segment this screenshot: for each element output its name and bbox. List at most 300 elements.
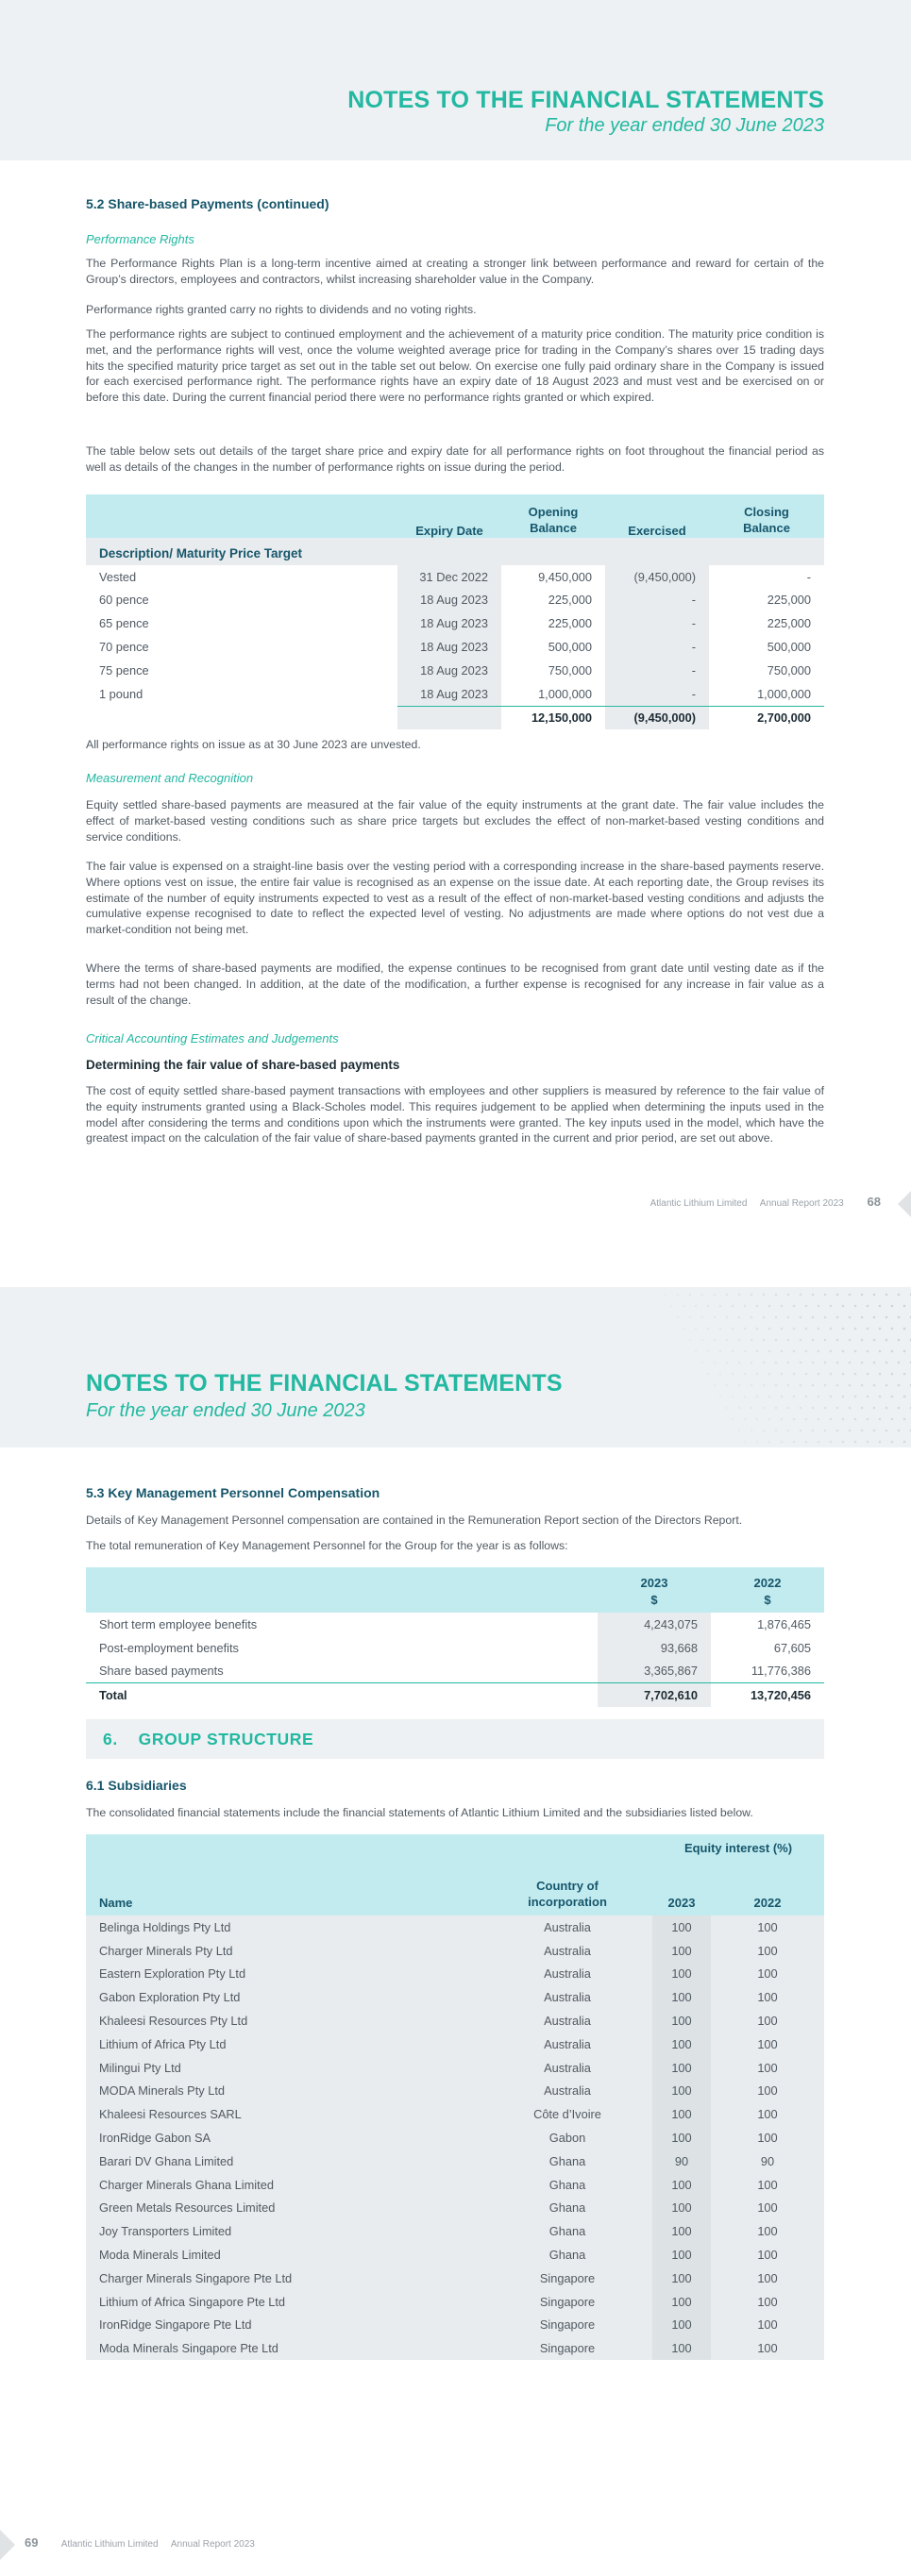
row-2022: 11,776,386 (751, 1664, 811, 1679)
decorative-dot (793, 1396, 796, 1398)
decorative-dot (818, 1328, 820, 1330)
decorative-dot (873, 1316, 876, 1319)
decorative-dot (886, 1362, 888, 1364)
row-country: Singapore (482, 2267, 652, 2290)
row-2023: 100 (652, 1963, 711, 1986)
row-name: Moda Minerals Limited (86, 2243, 482, 2267)
row-label: Post-employment benefits (99, 1640, 239, 1655)
decorative-dot (879, 1441, 882, 1444)
decorative-dot (812, 1430, 815, 1432)
decorative-dot (854, 1350, 857, 1353)
decorative-dot (732, 1396, 734, 1398)
decorative-dot (891, 1441, 894, 1444)
decorative-dot (689, 1294, 692, 1296)
row-name: Khaleesi Resources SARL (86, 2102, 482, 2126)
decorative-dot (775, 1384, 778, 1387)
decorative-dot (830, 1396, 833, 1398)
table-row (86, 2009, 824, 2032)
col-2023: 2023 (652, 1855, 711, 1915)
table-subheader: Description/ Maturity Price Target (86, 538, 824, 565)
decorative-dot (903, 1441, 906, 1444)
decorative-dot (812, 1362, 815, 1364)
col-2022: 2022 (711, 1855, 824, 1915)
table-row (86, 1636, 824, 1660)
table-row (86, 2056, 824, 2080)
decorative-dot (756, 1418, 759, 1421)
row-2023: 90 (652, 2149, 711, 2173)
decorative-dot (886, 1339, 888, 1342)
decorative-dot (781, 1418, 784, 1421)
header-banner (0, 1287, 911, 1447)
row-closing: - (806, 569, 811, 584)
decorative-dot (873, 1362, 876, 1364)
performance-rights-table (86, 494, 824, 729)
decorative-dot (763, 1384, 766, 1387)
decorative-dot (793, 1305, 796, 1308)
decorative-dot (824, 1362, 827, 1364)
decorative-dot (744, 1350, 747, 1353)
decorative-dot (787, 1294, 790, 1296)
decorative-dots (0, 1287, 911, 1447)
row-exercised: - (605, 682, 709, 706)
row-name: Joy Transporters Limited (86, 2219, 482, 2243)
row-country: Singapore (482, 2336, 652, 2360)
paragraph: Details of Key Management Personnel compensation are contained in the Remuneration Report section of the Directors Report. (86, 1514, 743, 1527)
decorative-dot (689, 1339, 692, 1342)
row-country: Côte d’Ivoire (482, 2102, 652, 2126)
decorative-dot (793, 1373, 796, 1376)
decorative-dot (787, 1407, 790, 1410)
row-name: Gabon Exploration Pty Ltd (86, 1985, 482, 2009)
decorative-dot (861, 1339, 864, 1342)
decorative-dot (695, 1350, 698, 1353)
table-row (86, 2173, 824, 2197)
col-2023: 2023 $ (598, 1567, 711, 1613)
decorative-dot (732, 1328, 734, 1330)
row-2023: 100 (652, 2314, 711, 2337)
footer-report: Annual Report 2023 (170, 2539, 255, 2550)
row-name: IronRidge Singapore Pte Ltd (86, 2314, 482, 2337)
decorative-dot (787, 1316, 790, 1319)
page-number: 69 (25, 2535, 39, 2550)
decorative-dot (800, 1362, 802, 1364)
decorative-dot (842, 1328, 845, 1330)
decorative-dot (805, 1350, 808, 1353)
decorative-dot (732, 1418, 734, 1421)
row-expiry: 18 Aug 2023 (397, 611, 501, 635)
decorative-dot (830, 1328, 833, 1330)
col-closing-balance: Closing Balance (709, 494, 824, 538)
decorative-dot (854, 1305, 857, 1308)
row-description: 75 pence (99, 662, 149, 677)
decorative-dot (714, 1339, 717, 1342)
decorative-dot (805, 1441, 808, 1444)
decorative-dot (818, 1350, 820, 1353)
decorative-dot (738, 1294, 741, 1296)
decorative-dot (842, 1373, 845, 1376)
decorative-dot (793, 1328, 796, 1330)
decorative-dot (707, 1328, 710, 1330)
row-2023: 100 (652, 2267, 711, 2290)
decorative-dot (824, 1430, 827, 1432)
row-2023: 3,365,867 (598, 1660, 711, 1683)
decorative-dot (891, 1305, 894, 1308)
decorative-dot (891, 1396, 894, 1398)
decorative-dot (879, 1418, 882, 1421)
decorative-dot (695, 1305, 698, 1308)
row-exercised: - (605, 589, 709, 612)
performance-rights-heading: Performance Rights (86, 232, 194, 246)
decorative-dot (707, 1373, 710, 1376)
decorative-dot (805, 1418, 808, 1421)
page-number: 68 (867, 1195, 881, 1209)
decorative-dot (830, 1373, 833, 1376)
page-title: NOTES TO THE FINANCIAL STATEMENTS (86, 1370, 563, 1397)
row-label: Short term employee benefits (99, 1616, 258, 1631)
paragraph: Performance rights granted carry no rights to dividends and no voting rights. (86, 303, 477, 316)
decorative-dot (800, 1430, 802, 1432)
table-body (86, 1613, 824, 1683)
decorative-dot (738, 1407, 741, 1410)
decorative-dot (763, 1294, 766, 1296)
decorative-dot (793, 1418, 796, 1421)
decorative-dot (824, 1339, 827, 1342)
row-description: 70 pence (99, 640, 149, 655)
table-row (86, 2267, 824, 2290)
table-row (86, 565, 824, 589)
decorative-dot (714, 1362, 717, 1364)
decorative-dot (775, 1362, 778, 1364)
decorative-dot (898, 1316, 901, 1319)
decorative-dot (861, 1362, 864, 1364)
table-row (86, 2243, 824, 2267)
decorative-dot (898, 1294, 901, 1296)
decorative-dot (898, 1430, 901, 1432)
decorative-dot (886, 1294, 888, 1296)
decorative-dot (726, 1384, 729, 1387)
row-2022: 100 (711, 2056, 824, 2080)
decorative-dot (898, 1384, 901, 1387)
decorative-dot (683, 1305, 685, 1308)
decorative-dot (751, 1407, 753, 1410)
decorative-dot (763, 1362, 766, 1364)
decorative-dot (879, 1396, 882, 1398)
decorative-dot (903, 1350, 906, 1353)
decorative-dot (756, 1328, 759, 1330)
col-country: Country of incorporation (482, 1855, 652, 1915)
row-2023: 100 (652, 2032, 711, 2056)
decorative-dot (867, 1396, 869, 1398)
table-row (86, 2102, 824, 2126)
decorative-dot (879, 1350, 882, 1353)
decorative-dot (781, 1350, 784, 1353)
row-expiry: 18 Aug 2023 (397, 659, 501, 682)
decorative-dot (701, 1362, 704, 1364)
decorative-dot (867, 1350, 869, 1353)
paragraph: The total remuneration of Key Management Personnel for the Group for the year is as follows: (86, 1539, 568, 1552)
decorative-dot (842, 1350, 845, 1353)
row-name: Charger Minerals Singapore Pte Ltd (86, 2267, 482, 2290)
paragraph: Where the terms of share-based payments are modified, the expense continues to be recognised from grant date until vesting date as if the terms had not been changed. In addition, at the date of the modification, a further expense is recognised for any increase in fair value as a result of the change. (86, 962, 824, 1007)
decorative-dot (744, 1305, 747, 1308)
decorative-dot (818, 1441, 820, 1444)
row-2023: 100 (652, 2126, 711, 2149)
decorative-dot (818, 1396, 820, 1398)
table-total-row: Total 7,702,610 13,720,456 (86, 1683, 824, 1707)
decorative-dot (677, 1316, 680, 1319)
decorative-dot (861, 1294, 864, 1296)
decorative-dot (824, 1294, 827, 1296)
decorative-dot (879, 1328, 882, 1330)
row-2023: 100 (652, 2243, 711, 2267)
row-exercised: - (605, 611, 709, 635)
decorative-dot (836, 1384, 839, 1387)
decorative-dot (744, 1418, 747, 1421)
decorative-dot (768, 1418, 771, 1421)
row-country: Australia (482, 2032, 652, 2056)
row-country: Singapore (482, 2314, 652, 2337)
decorative-dot (744, 1328, 747, 1330)
row-2022: 100 (711, 1963, 824, 1986)
table-row (86, 1660, 824, 1683)
decorative-dot (775, 1294, 778, 1296)
decorative-dot (768, 1328, 771, 1330)
decorative-dot (738, 1430, 741, 1432)
decorative-dot (781, 1328, 784, 1330)
decorative-dot (719, 1373, 722, 1376)
row-closing: 225,000 (767, 616, 811, 631)
table-row (86, 1939, 824, 1963)
decorative-dot (812, 1339, 815, 1342)
decorative-dot (800, 1316, 802, 1319)
decorative-dot (805, 1373, 808, 1376)
row-2022: 100 (711, 2126, 824, 2149)
decorative-dot (670, 1305, 673, 1308)
section-heading-5-2: 5.2 Share-based Payments (continued) (86, 196, 329, 211)
decorative-dot (903, 1373, 906, 1376)
row-country: Singapore (482, 2290, 652, 2314)
decorative-dot (861, 1407, 864, 1410)
decorative-dot (836, 1407, 839, 1410)
decorative-dot (898, 1362, 901, 1364)
row-2022: 100 (711, 1915, 824, 1939)
row-country: Australia (482, 1985, 652, 2009)
row-2022: 100 (711, 2032, 824, 2056)
row-country: Australia (482, 2056, 652, 2080)
decorative-dot (849, 1407, 852, 1410)
row-2022: 100 (711, 2009, 824, 2032)
decorative-dot (824, 1384, 827, 1387)
decorative-dot (805, 1328, 808, 1330)
row-description: 65 pence (99, 616, 149, 631)
footer-company: Atlantic Lithium Limited (650, 1198, 748, 1209)
row-name: Charger Minerals Ghana Limited (86, 2173, 482, 2197)
decorative-dot (787, 1339, 790, 1342)
decorative-dot (800, 1339, 802, 1342)
decorative-dot (854, 1396, 857, 1398)
row-country: Ghana (482, 2173, 652, 2197)
decorative-dot (873, 1407, 876, 1410)
row-2022: 100 (711, 1985, 824, 2009)
decorative-dot (842, 1418, 845, 1421)
decorative-dot (707, 1305, 710, 1308)
decorative-dot (849, 1316, 852, 1319)
table-total-row: 12,150,000 (9,450,000) 2,700,000 (86, 706, 824, 729)
decorative-dot (695, 1328, 698, 1330)
decorative-dot (873, 1339, 876, 1342)
footer-report: Annual Report 2023 (759, 1198, 844, 1209)
decorative-dot (818, 1373, 820, 1376)
row-country: Gabon (482, 2126, 652, 2149)
decorative-dot (812, 1316, 815, 1319)
paragraph: The cost of equity settled share-based payment transactions with employees and other suppliers is measured by reference to the fair value of the equity instruments granted using a Black-Scholes model. This requires judgement to be applied when determining the inputs used in the model after considering the terms and conditions upon which the instruments were granted. The key inputs used in the model, which have the greatest impact on the calculation of the fair value of share-based payments granted in the current and prior period, are set out above. (86, 1084, 824, 1146)
table-row (86, 635, 824, 659)
decorative-dot (854, 1418, 857, 1421)
page-gap (0, 1246, 911, 1287)
decorative-dot (756, 1373, 759, 1376)
page-corner-marker (0, 2530, 15, 2560)
footer-company: Atlantic Lithium Limited (60, 2539, 159, 2550)
decorative-dot (719, 1350, 722, 1353)
paragraph: The consolidated financial statements include the financial statements of Atlantic Lithium Limited and the subsidiaries listed below. (86, 1806, 753, 1819)
decorative-dot (805, 1396, 808, 1398)
decorative-dot (714, 1294, 717, 1296)
decorative-dot (830, 1441, 833, 1444)
page-footer (25, 2535, 255, 2550)
row-name: Charger Minerals Pty Ltd (86, 1939, 482, 1963)
decorative-dot (861, 1430, 864, 1432)
row-expiry: 18 Aug 2023 (397, 589, 501, 612)
row-2022: 90 (711, 2149, 824, 2173)
row-2022: 100 (711, 2314, 824, 2337)
decorative-dot (805, 1305, 808, 1308)
decorative-dot (756, 1350, 759, 1353)
row-2023: 100 (652, 2173, 711, 2197)
decorative-dot (756, 1396, 759, 1398)
row-2023: 100 (652, 2290, 711, 2314)
decorative-dot (714, 1384, 717, 1387)
row-opening: 500,000 (548, 640, 592, 655)
section-heading-5-3: 5.3 Key Management Personnel Compensation (86, 1485, 380, 1500)
decorative-dot (781, 1305, 784, 1308)
decorative-dot (873, 1384, 876, 1387)
decorative-dot (701, 1339, 704, 1342)
row-description: 1 pound (99, 686, 143, 701)
table-row (86, 1963, 824, 1986)
decorative-dot (861, 1384, 864, 1387)
row-description: 60 pence (99, 593, 149, 608)
decorative-dot (719, 1305, 722, 1308)
decorative-dot (677, 1294, 680, 1296)
page-68 (0, 0, 911, 1246)
decorative-dot (886, 1430, 888, 1432)
decorative-dot (738, 1362, 741, 1364)
decorative-dot (836, 1339, 839, 1342)
decorative-dot (701, 1294, 704, 1296)
row-2022: 100 (711, 2080, 824, 2103)
decorative-dot (751, 1384, 753, 1387)
decorative-dot (751, 1339, 753, 1342)
decorative-dot (854, 1373, 857, 1376)
row-2023: 100 (652, 2056, 711, 2080)
decorative-dot (726, 1294, 729, 1296)
kmp-compensation-table (86, 1567, 824, 1707)
row-2022: 67,605 (773, 1640, 811, 1655)
decorative-dot (879, 1305, 882, 1308)
decorative-dot (781, 1373, 784, 1376)
decorative-dot (701, 1316, 704, 1319)
col-exercised: Exercised (605, 494, 709, 538)
table-row (86, 2336, 824, 2360)
decorative-dot (867, 1373, 869, 1376)
decorative-dot (898, 1339, 901, 1342)
subsidiaries-table (86, 1834, 824, 2360)
decorative-dot (886, 1384, 888, 1387)
decorative-dot (830, 1305, 833, 1308)
row-2023: 100 (652, 2102, 711, 2126)
row-country: Australia (482, 1963, 652, 1986)
row-2023: 100 (652, 2080, 711, 2103)
table-row (86, 1613, 824, 1636)
row-name: Lithium of Africa Singapore Pte Ltd (86, 2290, 482, 2314)
decorative-dot (854, 1441, 857, 1444)
row-label: Share based payments (99, 1664, 224, 1679)
row-name: IronRidge Gabon SA (86, 2126, 482, 2149)
row-2022: 100 (711, 2243, 824, 2267)
decorative-dot (891, 1418, 894, 1421)
decorative-dot (842, 1396, 845, 1398)
row-opening: 1,000,000 (538, 686, 592, 701)
decorative-dot (719, 1396, 722, 1398)
decorative-dot (763, 1430, 766, 1432)
header-banner (0, 0, 911, 160)
decorative-dot (756, 1441, 759, 1444)
decorative-dot (836, 1316, 839, 1319)
table-row (86, 1915, 824, 1939)
row-opening: 9,450,000 (538, 569, 592, 584)
decorative-dot (849, 1384, 852, 1387)
table-row (86, 682, 824, 706)
decorative-dot (818, 1305, 820, 1308)
col-opening-balance: Opening Balance (501, 494, 605, 538)
row-2022: 100 (711, 2173, 824, 2197)
decorative-dot (726, 1407, 729, 1410)
decorative-dot (891, 1373, 894, 1376)
row-expiry: 18 Aug 2023 (397, 682, 501, 706)
decorative-dot (849, 1339, 852, 1342)
row-country: Ghana (482, 2149, 652, 2173)
decorative-dot (768, 1305, 771, 1308)
decorative-dot (787, 1384, 790, 1387)
row-2023: 4,243,075 (598, 1613, 711, 1636)
decorative-dot (726, 1339, 729, 1342)
decorative-dot (867, 1418, 869, 1421)
row-name: Belinga Holdings Pty Ltd (86, 1915, 482, 1939)
decorative-dot (800, 1384, 802, 1387)
decorative-dot (732, 1373, 734, 1376)
table-row (86, 659, 824, 682)
decorative-dot (744, 1441, 747, 1444)
decorative-dot (751, 1316, 753, 1319)
decorative-dot (849, 1362, 852, 1364)
decorative-dot (763, 1339, 766, 1342)
decorative-dot (775, 1407, 778, 1410)
row-name: Eastern Exploration Pty Ltd (86, 1963, 482, 1986)
paragraph: The fair value is expensed on a straight-line basis over the vesting period with a corresponding increase in the share-based payments reserve. Where options vest on issue, the entire fair value is recognised as an expense on the issue date. At each reporting date, the Group revises its estimate of the number of equity instruments expected to vest as a result of the effect of non-market-based vesting conditions and adjusts the cumulative expense recognised to date to reflect the expected level of vesting. No adjustments are made where options do not vest due a market-condition not being met. (86, 860, 824, 937)
decorative-dot (849, 1294, 852, 1296)
group-structure-heading: 6. GROUP STRUCTURE (103, 1730, 314, 1748)
decorative-dot (836, 1430, 839, 1432)
